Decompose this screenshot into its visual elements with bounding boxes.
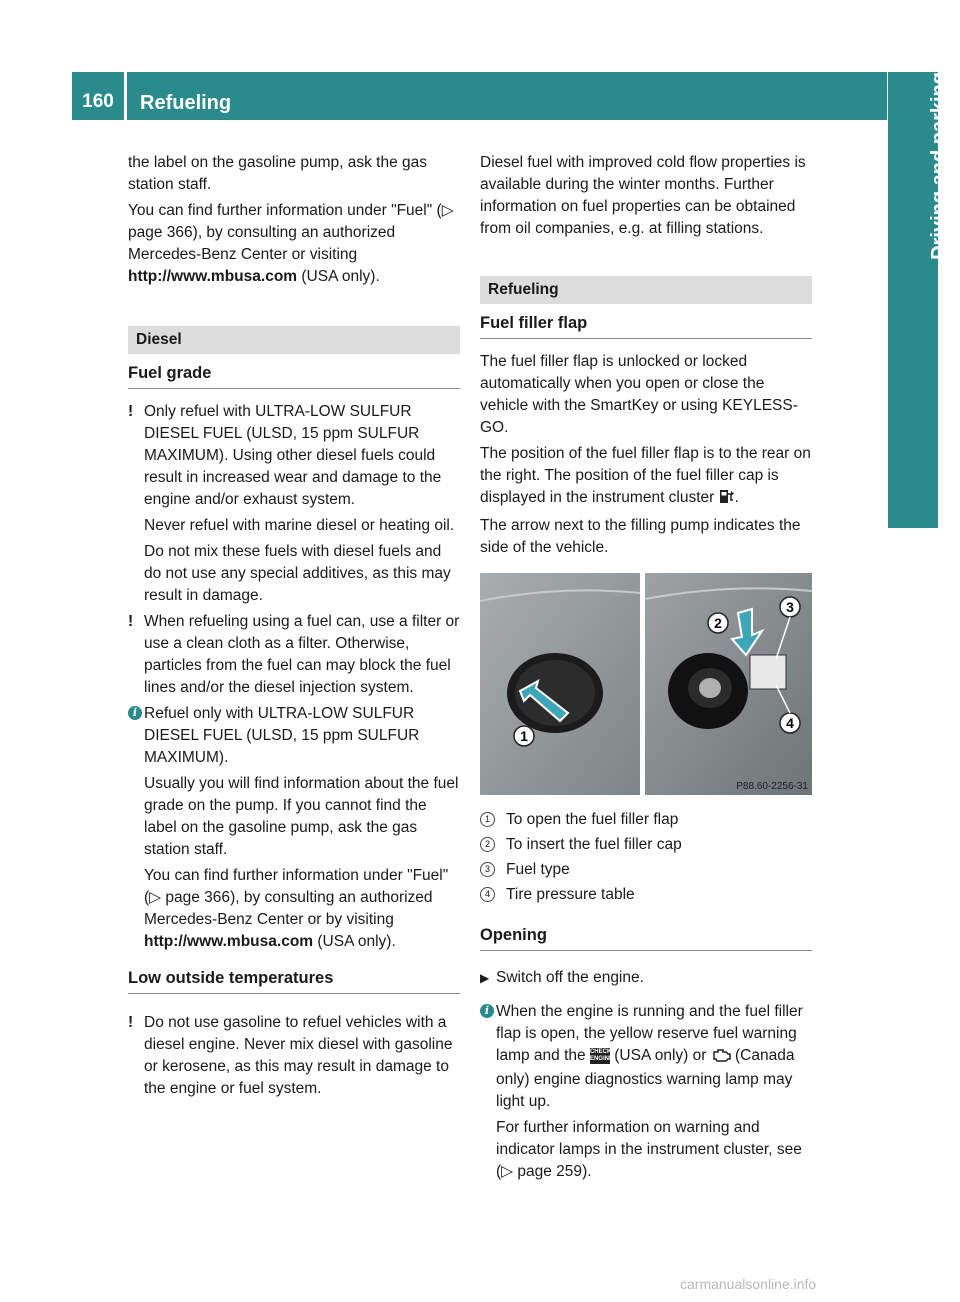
fuel-filler-figure [480,573,812,795]
paragraph: The position of the fuel filler flap is to the rear on the right. The position of the fuel filler cap is displayed in the instrument cluster . [480,443,812,511]
warning-icon: ! [128,613,134,630]
paragraph: The arrow next to the filling pump indicates the side of the vehicle. [480,517,801,556]
warning-icon: ! [128,1014,134,1031]
info-note: i When the engine is running and the fuel filler flap is open, the yellow reserve fuel warning lamp and the CHECK ENGINE (USA only) or (Canada only) engine diagnostics warning lamp may light up. For further information on warning and indicator lamps in the instrument cluster, see (▷ page 259). [480,1001,812,1183]
right-column [480,152,812,1187]
paragraph: the label on the gasoline pump, ask the gas station staff. [128,154,428,193]
side-tab-label-wrap [888,72,950,472]
page-reference[interactable]: ▷ page 366 [149,889,231,906]
side-tab-square [888,478,938,528]
callout-1: 1 [520,728,528,744]
section-heading: Refueling [480,276,812,304]
step-arrow-icon: ▶ [480,971,490,985]
info-note: i Refuel only with ULTRA-LOW SULFUR DIESEL FUEL (ULSD, 15 ppm SULFUR MAXIMUM). Usually you will find information about the fuel grade on the pump. If you cannot find the label on the gasoline pump, ask the gas station staff. You can find further information under "Fuel" (▷ page 366), by consulting an authorized Mercedes-Benz Center or by visiting http://www.mbusa.com (USA only). [128,703,460,953]
subsection-heading: Fuel filler flap [480,312,812,339]
callout-4: 4 [786,715,794,731]
check-engine-icon: CHECK ENGINE [589,1049,613,1062]
page-reference[interactable]: ▷ page 259 [501,1163,583,1180]
page-reference[interactable]: ▷ page 366 [128,202,454,241]
side-tab-label: Driving and parking [928,72,950,260]
fuel-pump-icon [719,489,735,511]
warning-note: ! When refueling using a fuel can, use a filter or use a clean cloth as a filter. Otherwise, particles from the fuel can may block the fuel lines and/or the diesel injection system. [128,613,460,696]
instruction-step: ▶ Switch off the engine. [480,967,812,989]
link[interactable]: http://www.mbusa.com [128,268,298,285]
warning-note: ! Only refuel with ULTRA-LOW SULFUR DIESEL FUEL (ULSD, 15 ppm SULFUR MAXIMUM). Using other diesel fuels could result in increased wear and damage to the engine and/or exhaust system. Never refuel with marine diesel or heating oil. Do not mix these fuels with diesel fuels and do not use any special additives, as this may result in damage. [128,403,455,604]
subsection-heading: Fuel grade [128,362,460,389]
callout-3: 3 [786,599,794,615]
figure-code: P88.60-2256-31 [736,781,808,792]
watermark: carmanualsonline.info [680,1276,817,1292]
paragraph: The fuel filler flap is unlocked or locked automatically when you open or close the vehicle with the SmartKey or using KEYLESS-GO. [480,353,798,436]
warning-note: ! Do not use gasoline to refuel vehicles with a diesel engine. Never mix diesel with gasoline or kerosene, as this may result in damage to the engine or fuel system. [128,1014,453,1097]
section-heading: Diesel [128,326,460,354]
legend-item: 4 Tire pressure table [480,884,812,906]
legend-item: 3 Fuel type [480,859,812,881]
fuel-label [750,655,786,689]
legend-item: 1 To open the fuel filler flap [480,809,812,831]
engine-icon [711,1047,731,1069]
left-column [128,152,460,1104]
paragraph: You can find further information under "Fuel" (▷ page 366), by consulting an authorized Mercedes-Benz Center or visiting http://www.mbusa.com (USA only). [128,202,454,285]
info-icon: i [128,706,142,720]
warning-icon: ! [128,403,134,420]
subsection-heading: Low outside temperatures [128,967,460,994]
subsection-heading: Opening [480,924,812,951]
legend-item: 2 To insert the fuel filler cap [480,834,812,856]
section-title: Refueling [140,92,232,114]
link[interactable]: http://www.mbusa.com [144,933,314,950]
page-number: 160 [82,91,114,112]
paragraph: Diesel fuel with improved cold flow properties is available during the winter months. Further information on fuel properties can be obtained from oil companies, e.g. at filling stations. [480,154,806,237]
info-icon: i [480,1004,494,1018]
header-divider [124,72,127,120]
callout-2: 2 [714,615,722,631]
fuel-filler-illustration [480,573,812,795]
